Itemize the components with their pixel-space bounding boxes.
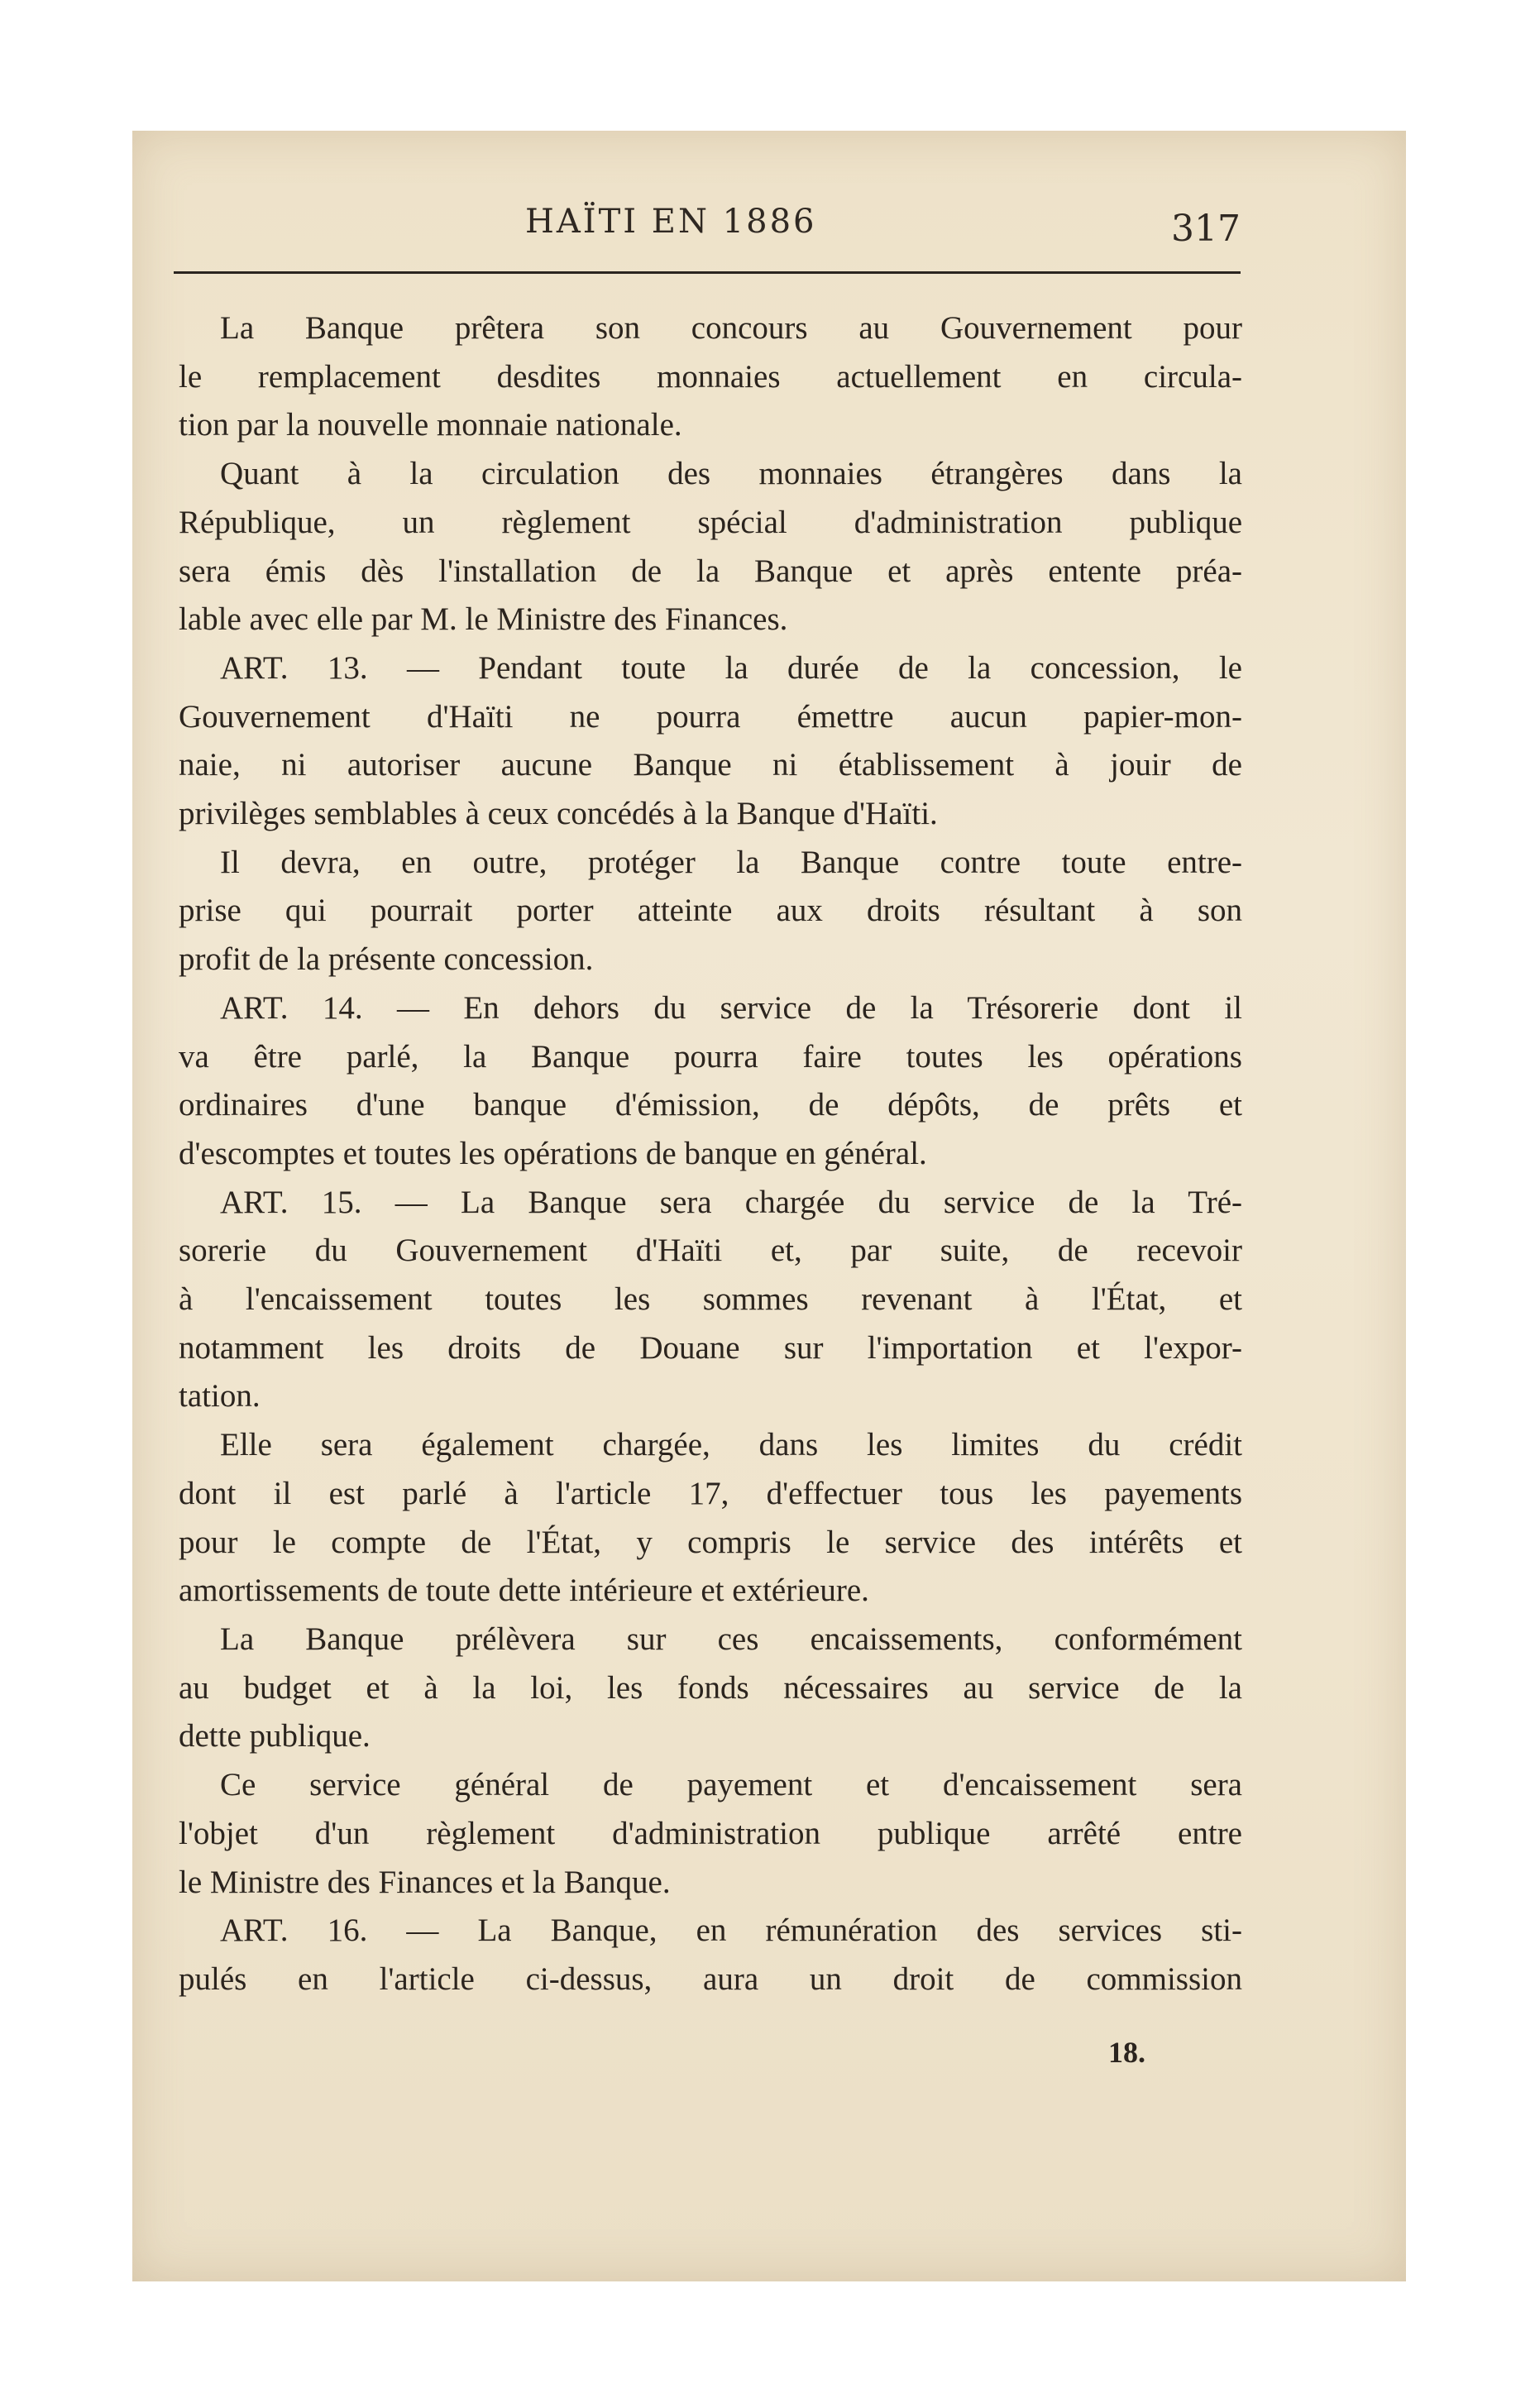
text-line: ART. 14. — En dehors du service de la Trésorerie dont il bbox=[220, 989, 1242, 1026]
text-line: La Banque prélèvera sur ces encaissements, conformément bbox=[220, 1620, 1242, 1657]
text-line: ART. 15. — La Banque sera chargée du service de la Tré- bbox=[220, 1184, 1242, 1220]
text-line: République, un règlement spécial d'administration publique bbox=[179, 504, 1242, 540]
text-line: sorerie du Gouvernement d'Haïti et, par suite, de recevoir bbox=[179, 1233, 1242, 1269]
signature-mark: 18. bbox=[1108, 2036, 1145, 2069]
text-line: lable avec elle par M. le Ministre des Finances. bbox=[179, 601, 788, 638]
text-line: sera émis dès l'installation de la Banque et après entente préa- bbox=[179, 553, 1242, 589]
page-number: 317 bbox=[1171, 208, 1241, 250]
text-line: La Banque prêtera son concours au Gouvernement pour bbox=[220, 310, 1242, 346]
text-line: pour le compte de l'État, y compris le service des intérêts et bbox=[179, 1524, 1242, 1560]
text-line: Il devra, en outre, protéger la Banque contre toute entre- bbox=[220, 844, 1242, 880]
text-line: amortissements de toute dette intérieure et extérieure. bbox=[179, 1573, 869, 1609]
text-line: pulés en l'article ci-dessus, aura un droit de commission bbox=[179, 1960, 1242, 1997]
text-line: ordinaires d'une banque d'émission, de dépôts, de prêts et bbox=[179, 1087, 1242, 1123]
body-text bbox=[179, 304, 1242, 2004]
text-line: ART. 16. — La Banque, en rémunération des services sti- bbox=[220, 1913, 1242, 1949]
text-line: Elle sera également chargée, dans les limites du crédit bbox=[220, 1427, 1242, 1463]
text-line: le Ministre des Finances et la Banque. bbox=[179, 1864, 671, 1900]
text-line: tation. bbox=[179, 1378, 261, 1415]
text-line: va être parlé, la Banque pourra faire toutes les opérations bbox=[179, 1038, 1242, 1075]
text-line: à l'encaissement toutes les sommes revenant à l'État, et bbox=[179, 1281, 1242, 1318]
text-line: Ce service général de payement et d'encaissement sera bbox=[220, 1767, 1242, 1803]
text-line: le remplacement desdites monnaies actuellement en circula- bbox=[179, 358, 1242, 395]
text-line: Gouvernement d'Haïti ne pourra émettre aucun papier-mon- bbox=[179, 698, 1242, 735]
text-line: d'escomptes et toutes les opérations de banque en général. bbox=[179, 1135, 927, 1171]
text-line: dette publique. bbox=[179, 1718, 371, 1755]
text-line: profit de la présente concession. bbox=[179, 941, 594, 978]
text-line: l'objet d'un règlement d'administration publique arrêté entre bbox=[179, 1815, 1242, 1851]
text-line: tion par la nouvelle monnaie nationale. bbox=[179, 407, 682, 443]
running-title: HAÏTI EN 1886 bbox=[525, 203, 817, 241]
text-line: ART. 13. — Pendant toute la durée de la concession, le bbox=[220, 649, 1242, 686]
running-head bbox=[174, 203, 1241, 261]
text-line: dont il est parlé à l'article 17, d'effectuer tous les payements bbox=[179, 1475, 1242, 1511]
text-line: naie, ni autoriser aucune Banque ni établissement à jouir de bbox=[179, 747, 1242, 783]
header-rule bbox=[174, 271, 1241, 274]
text-line: notamment les droits de Douane sur l'importation et l'expor- bbox=[179, 1329, 1242, 1366]
text-line: prise qui pourrait porter atteinte aux droits résultant à son bbox=[179, 893, 1242, 929]
text-line: au budget et à la loi, les fonds nécessaires au service de la bbox=[179, 1669, 1242, 1706]
text-line: privilèges semblables à ceux concédés à la Banque d'Haïti. bbox=[179, 796, 938, 832]
text-line: Quant à la circulation des monnaies étrangères dans la bbox=[220, 456, 1242, 492]
